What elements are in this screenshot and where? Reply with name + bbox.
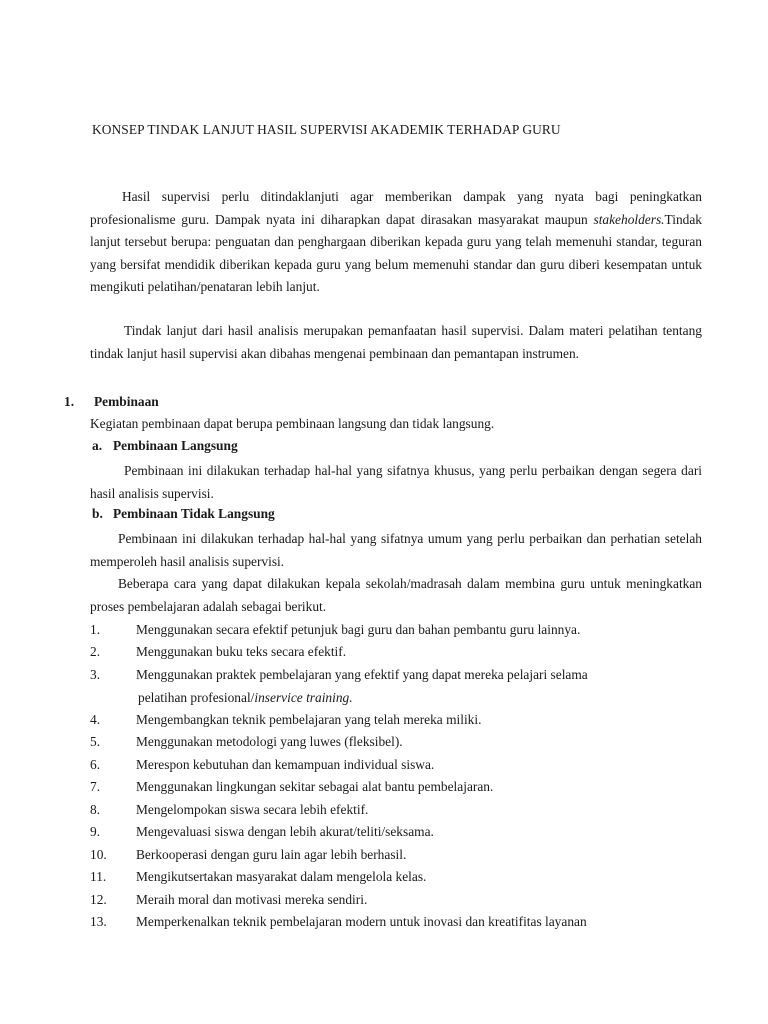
list-item-number: 6. <box>90 757 101 772</box>
list-item-text: Mengelompokan siswa secara lebih efektif. <box>136 802 369 817</box>
ways-intro: Beberapa cara yang dapat dilakukan kepala sekolah/madrasah dalam membina guru untuk meningkatkan proses pembelajaran adalah sebagai berikut. <box>90 576 702 614</box>
section-number: 1. <box>64 394 75 409</box>
list-item-number: 11. <box>90 869 107 884</box>
subsection-b-text: Pembinaan ini dilakukan terhadap hal-hal yang sifatnya umum yang perlu perbaikan dan perhatian setelah memperoleh hasil analisis supervisi. <box>90 531 702 569</box>
list-item-number: 3. <box>90 667 101 682</box>
list-item-text: Mengevaluasi siswa dengan lebih akurat/teliti/seksama. <box>136 824 434 839</box>
paragraph-intro-italic: stakeholders. <box>593 211 665 227</box>
list-item-text: Menggunakan buku teks secara efektif. <box>136 644 347 659</box>
list-item-number: 8. <box>90 802 101 817</box>
list-item-number: 12. <box>90 892 107 907</box>
list-item-text: Menggunakan praktek pembelajaran yang efektif yang dapat mereka pelajari selama <box>136 667 588 682</box>
paragraph-intro-text-b: Tindak lanjut tersebut berupa: penguatan dan penghargaan diberikan kepada guru yang telah memenuhi standar, teguran yang bersifat mendidik diberikan kepada guru yang belum memenuhi standar dan guru diberi kesempatan untuk mengikuti pelatihan/penataran lebih lanjut. <box>90 211 702 294</box>
list-item-number: 10. <box>90 847 107 862</box>
paragraph-followup: Tindak lanjut dari hasil analisis merupakan pemanfaatan hasil supervisi. Dalam materi pelatihan tentang tindak lanjut hasil supervisi akan dibahas mengenai pembinaan dan pemantapan instrumen. <box>90 323 702 361</box>
subsection-a-label: a. <box>92 438 103 453</box>
list-item-number: 13. <box>90 914 107 929</box>
list-item-text: Menggunakan lingkungan sekitar sebagai alat bantu pembelajaran. <box>136 779 494 794</box>
list-item-number: 7. <box>90 779 101 794</box>
subsection-b-label: b. <box>92 506 103 521</box>
list-item-text: Berkooperasi dengan guru lain agar lebih berhasil. <box>136 847 407 862</box>
section-intro: Kegiatan pembinaan dapat berupa pembinaan langsung dan tidak langsung. <box>90 416 495 431</box>
subsection-b-title: Pembinaan Tidak Langsung <box>113 506 275 521</box>
document-title: KONSEP TINDAK LANJUT HASIL SUPERVISI AKADEMIK TERHADAP GURU <box>92 122 561 137</box>
list-item-number: 2. <box>90 644 101 659</box>
list-item-text: Menggunakan secara efektif petunjuk bagi guru dan bahan pembantu guru lainnya. <box>136 622 581 637</box>
list-item-text: Meraih moral dan motivasi mereka sendiri. <box>136 892 368 907</box>
list-item-continuation-italic: inservice training. <box>254 689 353 705</box>
list-item-continuation-text: pelatihan profesional/ <box>138 689 255 705</box>
list-item-continuation <box>138 687 353 710</box>
paragraph-intro <box>90 186 702 299</box>
list-item-text: Merespon kebutuhan dan kemampuan individual siswa. <box>136 757 435 772</box>
subsection-a-text: Pembinaan ini dilakukan terhadap hal-hal yang sifatnya khusus, yang perlu perbaikan dengan segera dari hasil analisis supervisi. <box>90 463 702 501</box>
paragraph-intro-text-a: Hasil supervisi perlu ditindaklanjuti agar memberikan dampak yang nyata bagi peningkatkan profesionalisme guru. Dampak nyata ini diharapkan dapat dirasakan masyarakat maupun <box>90 189 702 227</box>
list-item-number: 4. <box>90 712 101 727</box>
list-item-text: Mengikutsertakan masyarakat dalam mengelola kelas. <box>136 869 427 884</box>
list-item-number: 1. <box>90 622 101 637</box>
list-item-text: Memperkenalkan teknik pembelajaran modern untuk inovasi dan kreatifitas layanan <box>136 914 587 929</box>
list-item-text: Mengembangkan teknik pembelajaran yang telah mereka miliki. <box>136 712 482 727</box>
list-item-number: 5. <box>90 734 101 749</box>
subsection-a-title: Pembinaan Langsung <box>113 438 238 453</box>
list-item-text: Menggunakan metodologi yang luwes (fleksibel). <box>136 734 403 749</box>
section-title: Pembinaan <box>94 394 159 409</box>
list-item-number: 9. <box>90 824 101 839</box>
